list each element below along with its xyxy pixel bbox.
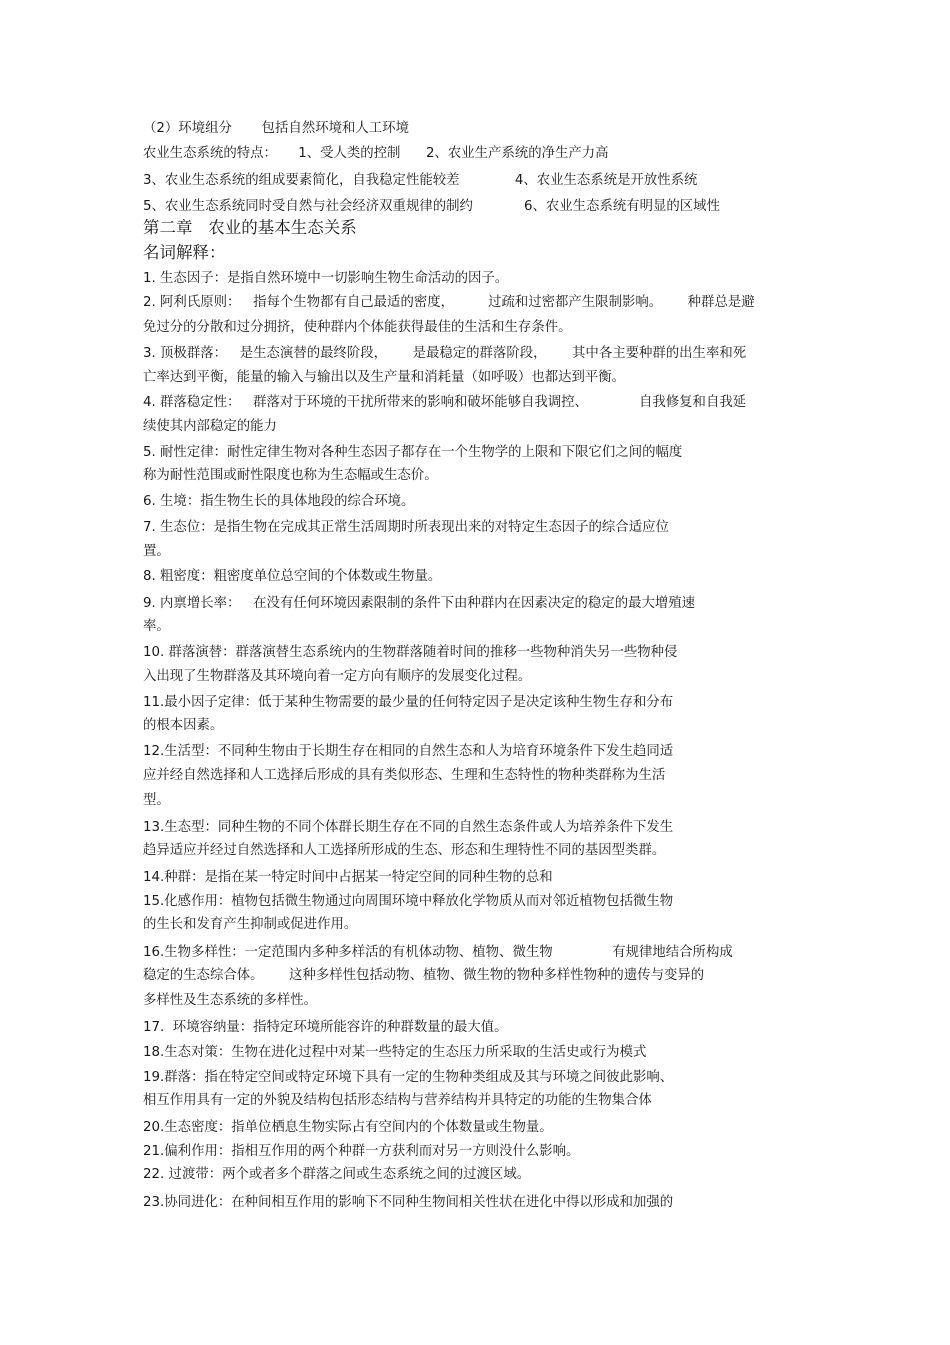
- definition-line: 21.偏利作用：指相互作用的两个种群一方获利而对另一方则没什么影响。: [143, 1144, 580, 1159]
- definition-line: 的生长和发育产生抑制或促进作用。: [143, 917, 358, 932]
- definition-line: 稳定的生态综合体。 这种多样性包括动物、植物、微生物的物种多样性物种的遗传与变异的: [143, 968, 705, 983]
- definition-line: 3. 顶极群落： 是生态演替的最终阶段， 是最稳定的群落阶段， 其中各主要种群的出生率和死: [143, 346, 747, 361]
- definition-line: 型。: [143, 793, 170, 808]
- features-line: 农业生态系统的特点： 1、受人类的控制 2、农业生产系统的净生产力高: [143, 146, 609, 161]
- definition-line: 亡率达到平衡，能量的输入与输出以及生产量和消耗量（如呼吸）也都达到平衡。: [143, 370, 626, 385]
- definition-line: 趋异适应并经过自然选择和人工选择所形成的生态、形态和生理特性不同的基因型类群。: [143, 843, 666, 858]
- definition-line: 入出现了生物群落及其环境向着一定方向有顺序的发展变化过程。: [143, 669, 532, 684]
- definition-line: 17. 环境容纳量：指特定环境所能容许的种群数量的最大值。: [143, 1020, 508, 1035]
- definition-line: 20.生态密度：指单位栖息生物实际占有空间内的个体数量或生物量。: [143, 1120, 553, 1135]
- definition-line: 14.种群：是指在某一特定时间中占据某一特定空间的同种生物的总和: [143, 870, 553, 885]
- definition-line: 18.生态对策：生物在进化过程中对某一些特定的生态压力所采取的生活史或行为模式: [143, 1045, 647, 1060]
- features-line-3: 3、农业生态系统的组成要素简化，自我稳定性能较差 4、农业生态系统是开放性系统: [143, 173, 698, 188]
- definition-line: 称为耐性范围或耐性限度也称为生态幅或生态价。: [143, 468, 438, 483]
- definition-line: 置。: [143, 544, 170, 559]
- features-line-5: 5、农业生态系统同时受自然与社会经济双重规律的制约 6、农业生态系统有明显的区域性: [143, 199, 720, 214]
- definition-line: 2. 阿利氏原则： 指每个生物都有自己最适的密度， 过疏和过密都产生限制影响。 种群总是避: [143, 295, 755, 310]
- definition-line: 10. 群落演替：群落演替生态系统内的生物群落随着时间的推移一些物种消失另一些物种侵: [143, 645, 678, 660]
- definition-line: 应并经自然选择和人工选择后形成的具有类似形态、生理和生态特性的物种类群称为生活: [143, 768, 666, 783]
- definition-line: 13.生态型：同种生物的不同个体群长期生存在不同的自然生态条件或人为培养条件下发生: [143, 820, 674, 835]
- definition-line: 12.生活型：不同种生物由于长期生存在相同的自然生态和人为培育环境条件下发生趋同适: [143, 744, 674, 759]
- definition-line: 7. 生态位：是指生物在完成其正常生活周期时所表现出来的对特定生态因子的综合适应位: [143, 520, 669, 535]
- definition-line: 续使其内部稳定的能力: [143, 419, 277, 434]
- definition-line: 5. 耐性定律：耐性定律生物对各种生态因子都存在一个生物学的上限和下限它们之间的幅度: [143, 445, 683, 460]
- definition-line: 率。: [143, 619, 170, 634]
- definition-line: 的根本因素。: [143, 718, 224, 733]
- definition-line: 9. 内禀增长率： 在没有任何环境因素限制的条件下由种群内在因素决定的稳定的最大增殖速: [143, 596, 696, 611]
- definition-line: 22. 过渡带：两个或者多个群落之间或生态系统之间的过渡区域。: [143, 1167, 531, 1182]
- definition-line: 6. 生境：指生物生长的具体地段的综合环境。: [143, 494, 415, 509]
- chapter-title: 第二章 农业的基本生态关系: [143, 218, 357, 237]
- definition-line: 1. 生态因子：是指自然环境中一切影响生物生命活动的因子。: [143, 271, 509, 286]
- definition-line: 19.群落：指在特定空间或特定环境下具有一定的生物种类组成及其与环境之间彼此影响、: [143, 1070, 674, 1085]
- definition-line: 11.最小因子定律：低于某种生物需要的最少量的任何特定因子是决定该种生物生存和分布: [143, 695, 674, 710]
- definition-line: 相互作用具有一定的外貌及结构包括形态结构与营养结构并具特定的功能的生物集合体: [143, 1093, 652, 1108]
- definition-line: 16.生物多样性：一定范围内多种多样活的有机体动物、植物、微生物 有规律地结合所构成: [143, 945, 733, 960]
- section-title: 名词解释：: [143, 243, 226, 262]
- definition-line: 多样性及生态系统的多样性。: [143, 993, 318, 1008]
- definition-line: 8. 粗密度：粗密度单位总空间的个体数或生物量。: [143, 569, 442, 584]
- definition-line: 15.化感作用：植物包括微生物通过向周围环境中释放化学物质从而对邻近植物包括微生物: [143, 894, 674, 909]
- definition-line: 4. 群落稳定性： 群落对于环境的干扰所带来的影响和破坏能够自我调控、 自我修复和自我延: [143, 395, 747, 410]
- env-line: （2）环境组分 包括自然环境和人工环境: [143, 121, 409, 136]
- definition-line: 免过分的分散和过分拥挤，使种群内个体能获得最佳的生活和生存条件。: [143, 320, 572, 335]
- definition-line: 23.协同进化：在种间相互作用的影响下不同种生物间相关性状在进化中得以形成和加强的: [143, 1195, 674, 1210]
